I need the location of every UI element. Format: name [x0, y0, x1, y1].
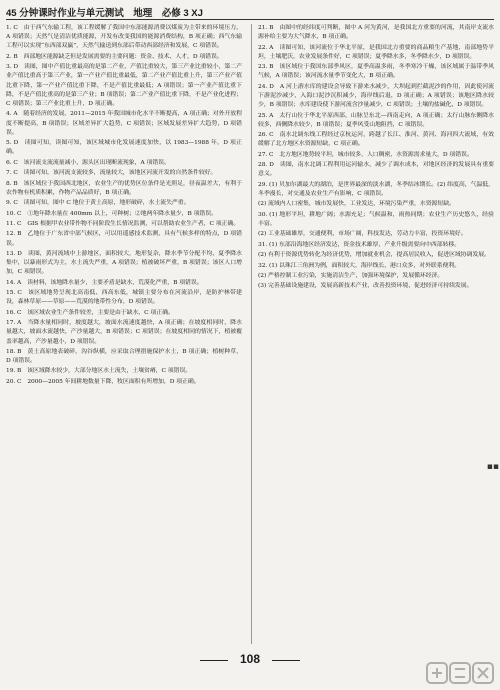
answer-paragraph: 9. C 读图可知，图中 C 地位于黄土高原，地形破碎，水土流失严重。	[6, 200, 190, 207]
answer-paragraph: 4. A 随着经济的发展，2011—2015 年我国城市化水平不断提高，A 项正确；对外开放程度不断提高，B 项错误；区域差异扩大趋势，C 项错误；区域发展差异扩大趋势，D 项错误。	[6, 111, 242, 136]
answer-paragraph: 7. C 读图可知，该河流支流较多，流量较大，该地区河流开发的自然条件较好。	[6, 170, 217, 177]
answer-paragraph: 20. C 2000—2005 年间耕地数量下降，牧区面积有所增加，D 项正确。	[6, 378, 200, 385]
answer-paragraph: (2) 工业基础雄厚，交通便利，市场广阔，科技发达，劳动力丰富，投资环境好。	[258, 231, 467, 238]
answer-paragraph: 8. B 该区域位于我国西北地区，农业生产的优势区位条件是光照足，昼夜温差大，有利于农作物有机质积累，作物产品品质好，B 项正确。	[6, 180, 242, 196]
answer-paragraph: 27. C 北方地区地势较平坦，城市较多，人口稠密，水资源需求量大，D 项错误。	[258, 151, 473, 158]
answer-paragraph: 13. D 读图，黄河流域中上游地区，面积较大，地形复杂，降水季节分配不均，夏季降水集中，以暴雨形式为主，水土流失严重，A 项错误；植被破坏严重，B 项错误；该区人口增加，C 项错误。	[6, 250, 242, 276]
header-rule	[6, 19, 494, 20]
answer-paragraph: 19. B 该区域降水较少，大部分地区水土流失，土壤贫瘠，C 项错误。	[6, 368, 192, 375]
answer-paragraph: 18. B 黄土高原地表破碎，沟谷纵横，应采取合理措施保护水土，B 项正确；植树种草，D 项错误。	[6, 348, 242, 365]
margin-mark: ▪▪	[486, 462, 499, 472]
answer-paragraph: 21. B 由图中的经纬度可判断，图中 A 河为黄河，是我国北方重要的河流，其南岸支流水源补给主要为大气降水，B 项正确。	[258, 25, 494, 41]
answer-paragraph: 15. C 该区域地势呈现北高南低、西高东低，城镇主要分布在河流沿岸，是防护林带建设，森林草原——草原——荒漠的地带性分布，D 项错误。	[6, 290, 242, 306]
answer-paragraph: 30. (1) 地形平坦，耕地广阔；水源充足；气候温和，雨热同期；农业生产历史悠久，经验丰富。	[258, 211, 494, 227]
footer-page-number: 108	[239, 652, 261, 666]
answer-paragraph: 12. B 乙地位于广东省中部气候区，可以用遥感技术监测，具有气候多样的特点，D 项错误。	[6, 231, 242, 247]
answer-paragraph: 16. C 该区域农业生产条件较差，主要是由于缺水，C 项正确。	[6, 309, 174, 316]
answer-paragraph: 31. (1) 东部沿海地区经济发达，资金技术雄厚，产业升级需要向中西部转移。	[258, 241, 461, 248]
answer-paragraph: 5. D 读图可知，读图可知，该区域城市化发展速度加快，以 1983—1988 年，D 项正确。	[6, 140, 242, 156]
answer-paragraph: 29. (1) 贝加尔湖最大的湖泊，是世界最深的淡水湖，冬季结冰期长。(2) 纬度高，气温低，冬季漫长，对交通及农业生产有影响，C 项错误。	[258, 181, 494, 197]
answer-paragraph: 28. D 读图，南水北调工程利用运河输水，减少了调水成本，对地区经济的发展具有重要意义。	[258, 162, 494, 178]
answer-paragraph: 26. C 南水北调东线工程经过京杭运河，跨越了长江、淮河、黄河、海河四大流域，有效缓解了北方地区水资源短缺，C 项正确。	[258, 132, 494, 148]
footer-rule-left	[200, 660, 228, 661]
answer-paragraph: 25. A 太行山位于华北平原西部，山脉呈东北—西南走向，A 项正确；太行山脉东侧降水较多，西侧降水较少，B 项错误；夏季风受山地阻挡，C 项错误。	[258, 112, 494, 128]
answer-paragraph: 22. A 读图可知，该河流位于华北平原，是我国北方重要的商品粮生产基地，南部地势平坦，土壤肥沃，农业发展条件好，C 项错误；夏季降水多，冬季降水少，D 项错误。	[258, 44, 494, 60]
answer-paragraph: 6. C 该河流支流流量减小，源头区出现断流现象，A 项错误。	[6, 159, 170, 166]
answer-paragraph: 3. D 读图，图中产值比重最高的是第二产业，产值比重较大，第三产业比重较小，第二产业产值比重高于第三产业，第一产业产值比重最低，第二产业产值比重上升，第三产业产值比重下降，第一产业产值比重下降，不是产值比重最低；A 项错误；第一产业产值比重下降，不是产值比重高的是第三产业；B 项错误；第二产业产值比重下降，不是产业化进程；C 项错误；第三产业比重上升，D 项正确。	[6, 64, 242, 107]
answer-paragraph: (2) 流域内人口密集，城市发展快，工业发达，环境污染严重，水资源短缺。	[258, 201, 455, 208]
answer-paragraph: 24. D A 河上游水库的建设会导致下游来水减少，大坝起到拦截泥沙的作用，因此使河流下游泥沙减少，入海口泥沙沉积减少，海岸线后退，D 项正确；A 项错误；该地区降水较少，B 项错误；水库建设使下游河流含沙量减少，C 项错误；土壤的盐碱化，D 项错误。	[258, 83, 494, 109]
answer-column-left	[6, 24, 242, 644]
answer-paragraph: 14. A 读材料，该地降水量少，主要矛盾是缺水，荒漠化严重，B 项错误。	[6, 279, 203, 286]
answer-paragraph: 1. C 由于西气东输工程，该工程缓解了我国中东部能源消费以煤炭为主带来的环境压力，A 项错误；天然气是清洁优质能源，开发有改变我国的能源消费结构，B 项正确；西气东输工程可以实现“东西部双赢”，天然气输送到东部后带动西部经济和发展，C 项错误。	[6, 25, 242, 50]
answer-paragraph: 17. A 当降水量相同时，坡度越大，坡面水流速度越快，A 项正确；在坡度相同时，降水量越大，坡面水流越快，产沙量越大，B 项错误；C 项错误；在坡度相同的情况下，植被覆盖率越高，产沙量越小，D 项错误。	[6, 320, 242, 345]
watermark-logo-icon	[426, 660, 496, 686]
answer-paragraph: 2. B 西部地区能源缺乏但是发展需要的主要问题：资金、技术、人才，D 项错误。	[6, 53, 223, 60]
page-header	[6, 3, 494, 19]
answer-paragraph: 10. C ①地年降水量在 400mm 以上，可种树；②地两年降水量少，B 项错误。	[6, 210, 217, 217]
answer-paragraph: 32. (1) 以珠江三角洲为例，面积较大，海岸线长，港口众多，对外联系便利。	[258, 262, 461, 269]
answer-paragraph: (2) 严格控制工业污染，实施清洁生产，加强环境保护，发展循环经济。	[258, 272, 444, 279]
column-divider	[251, 24, 252, 644]
answer-paragraph: 23. B 该区域位于我国东部季风区，夏季高温多雨，冬季寒冷干燥，该区域属于温带季风气候，A 项错误；该河流水量季节变化大，B 项正确。	[258, 64, 494, 80]
running-title: 45 分钟课时作业与单元测试 地理 必修 3 XJ	[6, 8, 203, 19]
page-footer	[0, 650, 500, 670]
answer-paragraph: (3) 完善基础设施建设，发展高新技术产业，改善投资环境，促进经济可持续发展。	[258, 283, 473, 290]
answer-paragraph: 11. C GIS 根据甲农业带作物不同阶段生长情况监测，可以帮助农业生产者，C 项正确。	[6, 220, 240, 227]
answer-paragraph: (2) 有利于资源优势转化为经济优势，增加就业机会，提高居民收入，促进区域协调发展。	[258, 252, 490, 259]
footer-rule-right	[272, 660, 300, 661]
answer-column-right	[258, 24, 494, 644]
